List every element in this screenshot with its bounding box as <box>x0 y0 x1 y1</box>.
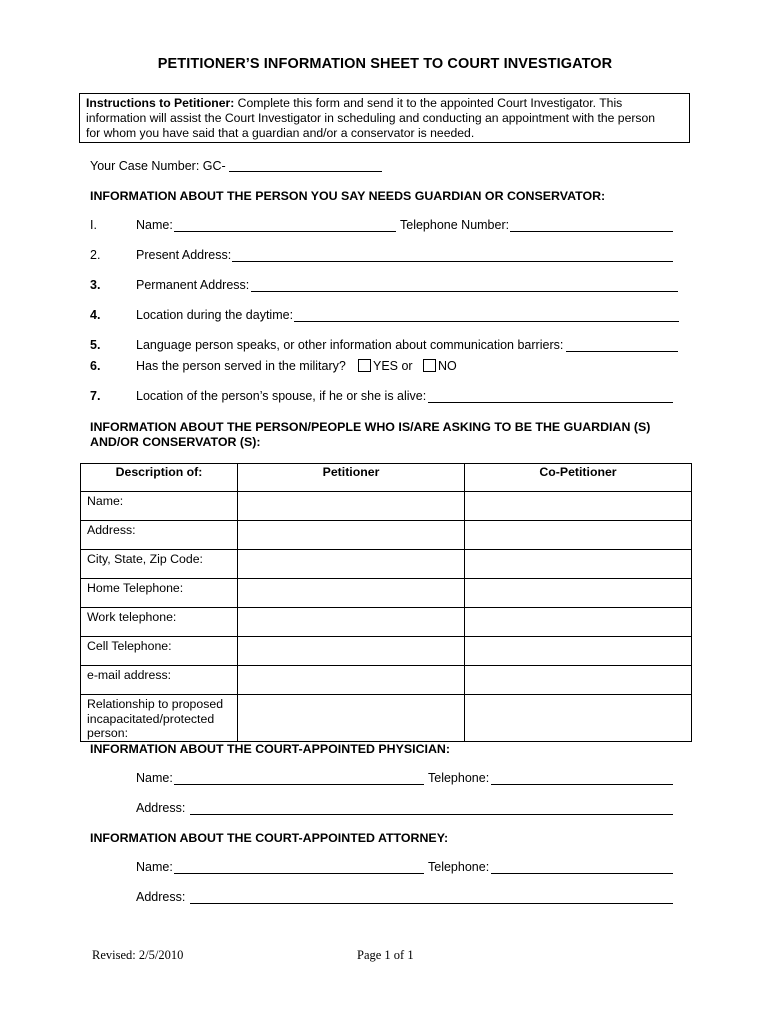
attorney-telephone-field[interactable] <box>491 873 673 874</box>
attorney-telephone-label: Telephone: <box>428 860 490 874</box>
copetitioner-cell[interactable] <box>465 492 692 521</box>
copetitioner-cell[interactable] <box>465 695 692 742</box>
item-number: 7. <box>90 389 101 403</box>
physician-name-field[interactable] <box>174 784 424 785</box>
spouse-location-label: Location of the person’s spouse, if he or she is alive: <box>136 389 427 403</box>
row-label: Cell Telephone: <box>81 637 238 666</box>
person-telephone-field[interactable] <box>510 231 673 232</box>
instructions-line-2: information will assist the Court Investigator in scheduling and conducting an appointment with the person <box>86 111 656 125</box>
section-physician-heading: INFORMATION ABOUT THE COURT-APPOINTED PHYSICIAN: <box>90 742 451 756</box>
row-label: Name: <box>81 492 238 521</box>
row-label: City, State, Zip Code: <box>81 550 238 579</box>
instructions-line-1: Instructions to Petitioner: Complete this form and send it to the appointed Court Investigator. This <box>86 96 623 110</box>
petitioner-cell[interactable] <box>238 521 465 550</box>
copetitioner-cell[interactable] <box>465 550 692 579</box>
copetitioner-cell[interactable] <box>465 608 692 637</box>
person-name-field[interactable] <box>174 231 396 232</box>
petitioner-cell[interactable] <box>238 695 465 742</box>
attorney-address-label: Address: <box>136 890 186 904</box>
daytime-location-field[interactable] <box>294 321 679 322</box>
no-checkbox[interactable] <box>423 359 436 372</box>
table-row <box>81 579 692 608</box>
physician-telephone-label: Telephone: <box>428 771 490 785</box>
military-no-option[interactable]: NO <box>423 359 457 373</box>
table-row <box>81 666 692 695</box>
item-number: 3. <box>90 278 101 292</box>
column-header-copetitioner: Co-Petitioner <box>465 464 692 492</box>
petitioner-cell[interactable] <box>238 608 465 637</box>
table-row <box>81 492 692 521</box>
petitioner-cell[interactable] <box>238 637 465 666</box>
daytime-location-label: Location during the daytime: <box>136 308 294 322</box>
section-petitioner-heading-1: INFORMATION ABOUT THE PERSON/PEOPLE WHO IS/ARE ASKING TO BE THE GUARDIAN (S) <box>90 420 651 434</box>
item-number: I. <box>90 218 97 232</box>
table-row <box>81 637 692 666</box>
present-address-label: Present Address: <box>136 248 232 262</box>
physician-telephone-field[interactable] <box>491 784 673 785</box>
physician-address-label: Address: <box>136 801 186 815</box>
item-number: 2. <box>90 248 101 262</box>
table-row <box>81 521 692 550</box>
permanent-address-label: Permanent Address: <box>136 278 250 292</box>
person-name-label: Name: <box>136 218 173 232</box>
spouse-location-field[interactable] <box>428 402 673 403</box>
yes-checkbox[interactable] <box>358 359 371 372</box>
item-military-row <box>0 359 770 375</box>
section-petitioner-heading-2: AND/OR CONSERVATOR (S): <box>90 435 261 449</box>
table-row <box>81 608 692 637</box>
page-title: PETITIONER’S INFORMATION SHEET TO COURT INVESTIGATOR <box>157 56 613 72</box>
petitioner-table <box>80 463 692 742</box>
instructions-box <box>79 93 690 143</box>
copetitioner-cell[interactable] <box>465 637 692 666</box>
section-attorney-heading: INFORMATION ABOUT THE COURT-APPOINTED ATTORNEY: <box>90 831 449 845</box>
copetitioner-cell[interactable] <box>465 521 692 550</box>
petitioner-cell[interactable] <box>238 579 465 608</box>
row-label: Work telephone: <box>81 608 238 637</box>
permanent-address-field[interactable] <box>251 291 678 292</box>
attorney-name-label: Name: <box>136 860 173 874</box>
military-yes-option[interactable]: YES or <box>358 359 413 373</box>
attorney-address-field[interactable] <box>190 903 673 904</box>
physician-address-field[interactable] <box>190 814 673 815</box>
row-label: Address: <box>81 521 238 550</box>
language-field[interactable] <box>566 351 678 352</box>
row-label-relationship: Relationship to proposed incapacitated/protected person: <box>81 695 238 742</box>
section-person-heading: INFORMATION ABOUT THE PERSON YOU SAY NEEDS GUARDIAN OR CONSERVATOR: <box>90 189 606 203</box>
item-number: 4. <box>90 308 101 322</box>
petitioner-cell[interactable] <box>238 492 465 521</box>
present-address-field[interactable] <box>232 261 673 262</box>
case-number-label: Your Case Number: GC- <box>90 159 226 173</box>
instructions-label: Instructions to Petitioner: <box>86 96 235 110</box>
petitioner-cell[interactable] <box>238 666 465 695</box>
person-telephone-label: Telephone Number: <box>400 218 510 232</box>
language-label: Language person speaks, or other information about communication barriers: <box>136 338 564 352</box>
item-number: 5. <box>90 338 101 352</box>
row-label: Home Telephone: <box>81 579 238 608</box>
case-number-row <box>90 158 226 174</box>
military-label: Has the person served in the military? <box>136 359 346 373</box>
attorney-name-field[interactable] <box>174 873 424 874</box>
page-number: Page 1 of 1 <box>357 948 414 962</box>
case-number-field[interactable] <box>229 171 382 172</box>
item-number: 6. <box>90 359 101 373</box>
table-row <box>81 695 692 742</box>
row-label: e-mail address: <box>81 666 238 695</box>
copetitioner-cell[interactable] <box>465 666 692 695</box>
table-header-row <box>81 464 692 492</box>
table-row <box>81 550 692 579</box>
instructions-line-3: for whom you have said that a guardian and/or a conservator is needed. <box>86 126 475 140</box>
copetitioner-cell[interactable] <box>465 579 692 608</box>
physician-name-label: Name: <box>136 771 173 785</box>
revised-date: Revised: 2/5/2010 <box>92 948 184 962</box>
column-header-description: Description of: <box>81 464 238 492</box>
column-header-petitioner: Petitioner <box>238 464 465 492</box>
petitioner-cell[interactable] <box>238 550 465 579</box>
